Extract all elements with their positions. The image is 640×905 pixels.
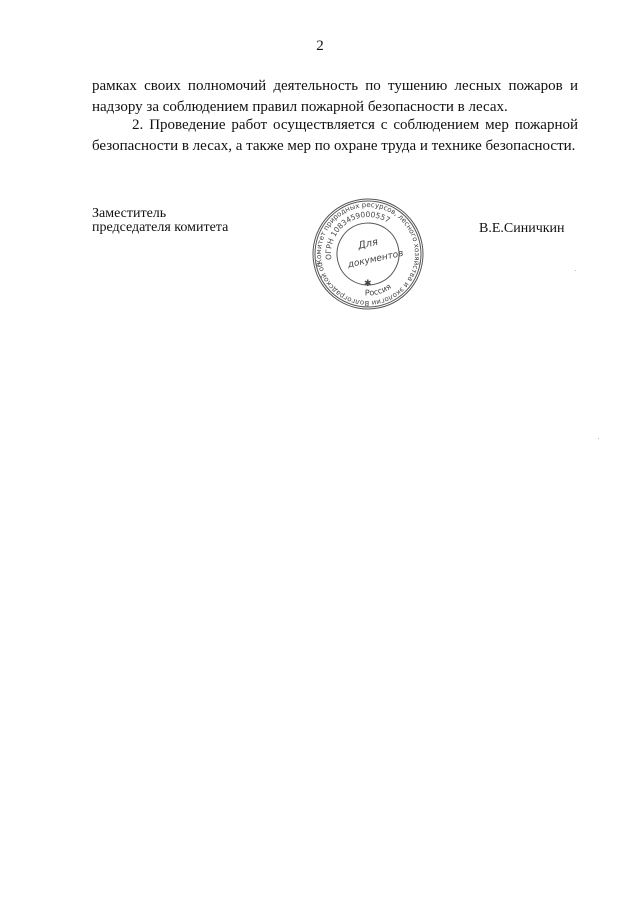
stamp-ring-2 [308, 191, 428, 317]
signatory-name: В.Е.Синичкин [479, 221, 565, 236]
paragraph-1-line-2: надзору за соблюдением правил пожарной безопасности в лесах. [92, 99, 508, 115]
stamp-center-line-1: Для [357, 236, 380, 252]
stamp-ogrn-text: ОГРН 1083459000557 [323, 209, 392, 261]
page-number: 2 [316, 38, 324, 54]
stamp-star-icon: ✱ [364, 278, 372, 288]
scan-speck [575, 270, 576, 271]
paragraph-2-line-2: безопасности в лесах, а также мер по охране труда и технике безопасности. [92, 138, 576, 154]
official-stamp [308, 183, 428, 323]
signatory-title-line-2: председателя комитета [92, 220, 229, 235]
scan-speck [598, 438, 599, 439]
stamp-center-line-2: документов [346, 248, 405, 271]
paragraph-1-line-1: рамках своих полномочий деятельность по тушению лесных пожаров и [92, 78, 578, 94]
paragraph-2-line-1: 2. Проведение работ осуществляется с соблюдением мер пожарной [132, 117, 578, 133]
signatory-title [92, 207, 228, 235]
paragraph-2 [92, 115, 578, 157]
stamp-bottom-text: Россия [364, 282, 393, 298]
paragraph-1 [92, 76, 578, 118]
signatory-title-line-1: Заместитель [92, 206, 167, 221]
stamp-ring-text: Комитет природных ресурсов, лесного хозяйства и экологии Волгоградской обл. [314, 200, 422, 308]
